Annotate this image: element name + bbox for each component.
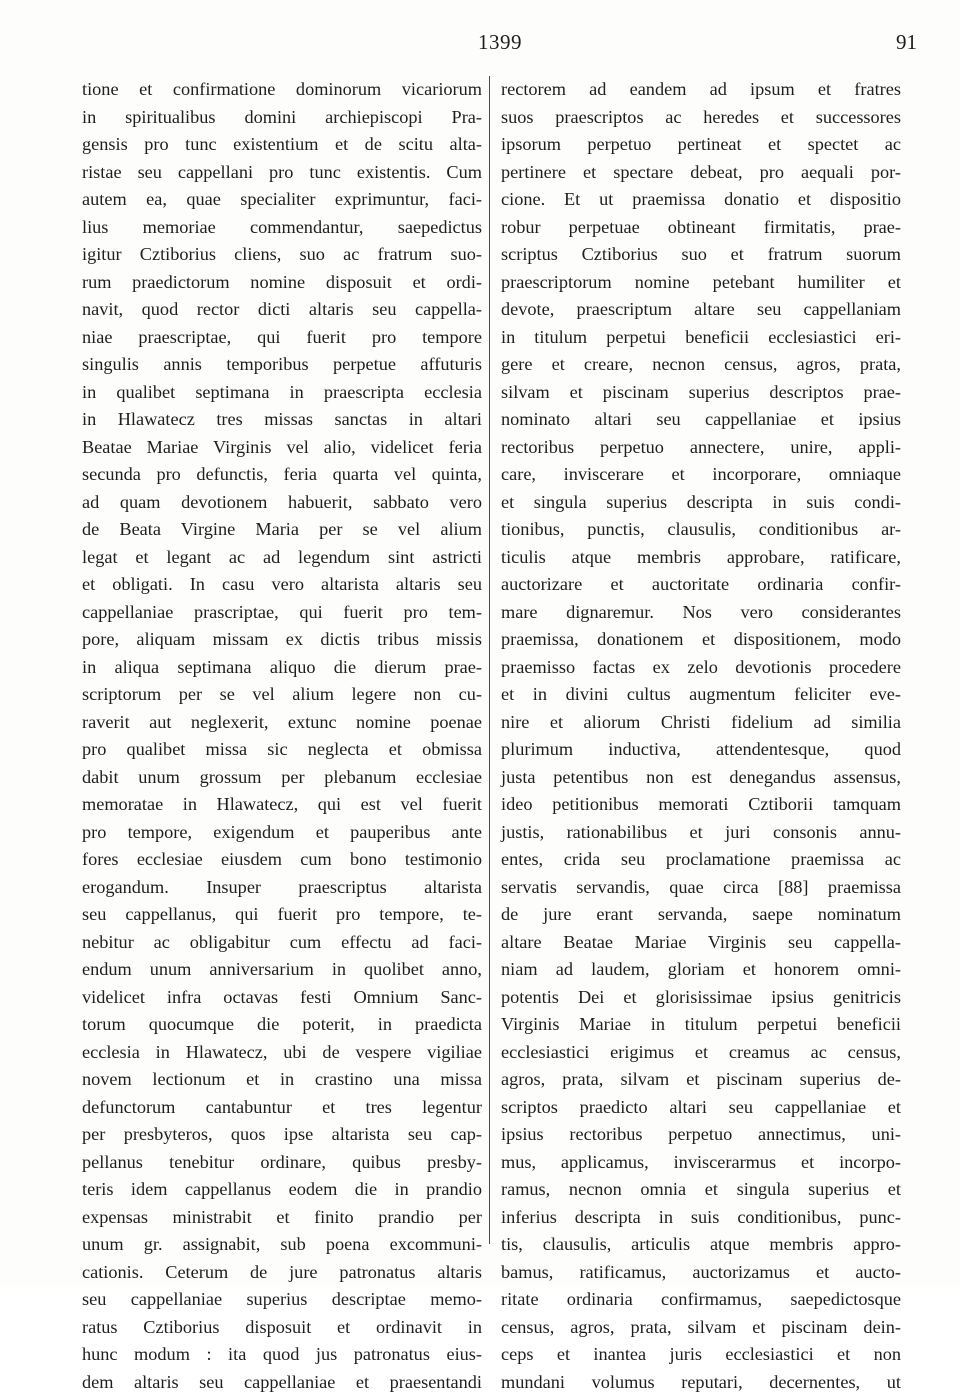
text-line: et obligati. In casu vero altarista altaris seu [82,571,482,599]
text-line: raverit aut neglexerit, extunc nomine poenae [82,709,482,737]
text-line: ratus Cztiborius disposuit et ordinavit in [82,1314,482,1342]
text-line: unum gr. assignabit, sub poena excommuni- [82,1231,482,1259]
page-number: 91 [896,30,917,55]
text-line: rectorem ad eandem ad ipsum et fratres [501,76,901,104]
text-line: seu cappellanus, qui fuerit pro tempore, te- [82,901,482,929]
text-line: tione et confirmatione dominorum vicariorum [82,76,482,104]
text-line: agros, prata, silvam et piscinam superius de- [501,1066,901,1094]
text-line: praemissa, donationem et dispositionem, modo [501,626,901,654]
text-line: plurimum inductiva, attendentesque, quod [501,736,901,764]
text-line: mus, applicamus, inviscerarmus et incorpo- [501,1149,901,1177]
text-line: ecclesia in Hlawatecz, ubi de vespere vigiliae [82,1039,482,1067]
text-line: nebitur ac obligabitur cum effectu ad faci- [82,929,482,957]
text-line: justa petentibus non est denegandus assensus, [501,764,901,792]
text-line: niam ad laudem, gloriam et honorem omni- [501,956,901,984]
text-line: dabit unum grossum per plebanum ecclesiae [82,764,482,792]
text-line: lius memoriae commendantur, saepedictus [82,214,482,242]
text-line: cationis. Ceterum de jure patronatus altaris [82,1259,482,1287]
text-line: legat et legant ac ad legendum sint astricti [82,544,482,572]
text-line: census, agros, prata, silvam et piscinam dein- [501,1314,901,1342]
text-line: ideo petitionibus memorati Cztiborii tamquam [501,791,901,819]
text-line: ramus, necnon omnia et singula superius et [501,1176,901,1204]
text-line: mundani volumus reputari, decernentes, ut [501,1369,901,1396]
text-line: cione. Et ut praemissa donatio et dispositio [501,186,901,214]
text-line: defunctorum cantabuntur et tres legentur [82,1094,482,1122]
text-line: dem altaris seu cappellaniae et praesentandi [82,1369,482,1396]
text-line: bamus, ratificamus, auctorizamus et aucto- [501,1259,901,1287]
text-line: per presbyteros, quos ipse altarista seu cap- [82,1121,482,1149]
text-line: mare dignaremur. Nos vero considerantes [501,599,901,627]
year-heading: 1399 [478,30,522,55]
text-line: singulis annis temporibus perpetue affuturis [82,351,482,379]
text-line: scriptos praedicto altari seu cappellaniae et [501,1094,901,1122]
text-line: niae praescriptae, qui fuerit pro tempore [82,324,482,352]
text-line: ritate ordinaria confirmamus, saepedictosque [501,1286,901,1314]
text-line: cappellaniae prascriptae, qui fuerit pro tem- [82,599,482,627]
text-line: potentis Dei et glorisissimae ipsius genitricis [501,984,901,1012]
text-line: rum praedictorum nomine disposuit et ordi- [82,269,482,297]
text-line: navit, quod rector dicti altaris seu cappella- [82,296,482,324]
text-line: entes, crida seu proclamatione praemissa ac [501,846,901,874]
text-line: praescriptorum nomine petebant humiliter et [501,269,901,297]
text-line: praemisso factas ex zelo devotionis procedere [501,654,901,682]
text-line: pro qualibet missa sic neglecta et obmissa [82,736,482,764]
text-line: seu cappellaniae superius descriptae memo- [82,1286,482,1314]
text-line: in titulum perpetui beneficii ecclesiastici eri- [501,324,901,352]
text-line: hunc modum : ita quod jus patronatus eius- [82,1341,482,1369]
text-line: servatis servandis, quae circa [88] praemissa [501,874,901,902]
text-line: pore, aliquam missam ex dictis tribus missis [82,626,482,654]
text-line: novem lectionum et in crastino una missa [82,1066,482,1094]
text-line: pro tempore, exigendum et pauperibus ante [82,819,482,847]
text-line: gensis pro tunc existentium et de scitu alta- [82,131,482,159]
text-line: inferius descripta in suis conditionibus, punc- [501,1204,901,1232]
text-line: altare Beatae Mariae Virginis seu cappella- [501,929,901,957]
text-line: devote, praescriptum altare seu cappellaniam [501,296,901,324]
text-line: rectoribus perpetuo annectere, unire, appli- [501,434,901,462]
text-line: teris idem cappellanus eodem die in prandio [82,1176,482,1204]
text-line: ipsius rectoribus perpetuo annectimus, uni- [501,1121,901,1149]
text-line: et in divini cultus augmentum feliciter eve- [501,681,901,709]
text-line: auctorizare et auctoritate ordinaria confir- [501,571,901,599]
text-line: robur perpetuae obtineant firmitatis, prae- [501,214,901,242]
text-line: in qualibet septimana in praescripta ecclesia [82,379,482,407]
text-line: ad quam devotionem habuerit, sabbato vero [82,489,482,517]
text-line: igitur Cztiborius cliens, suo ac fratrum suo- [82,241,482,269]
text-line: erogandum. Insuper praescriptus altarista [82,874,482,902]
text-line: silvam et piscinam superius descriptos prae- [501,379,901,407]
text-line: pellanus tenebitur ordinare, quibus presby- [82,1149,482,1177]
left-text-column [82,76,482,1396]
text-line: secunda pro defunctis, feria quarta vel quinta, [82,461,482,489]
text-line: ipsorum perpetuo pertineat et spectet ac [501,131,901,159]
text-line: scriptus Cztiborius suo et fratrum suorum [501,241,901,269]
text-line: et singula superius descripta in suis condi- [501,489,901,517]
text-line: fores ecclesiae eiusdem cum bono testimonio [82,846,482,874]
text-line: tionibus, punctis, clausulis, conditionibus ar- [501,516,901,544]
text-line: scriptorum per se vel alium legere non cu- [82,681,482,709]
right-text-column [501,76,901,1396]
text-line: gere et creare, necnon census, agros, prata, [501,351,901,379]
text-line: ticulis atque membris approbare, ratificare, [501,544,901,572]
text-line: in aliqua septimana aliquo die dierum prae- [82,654,482,682]
text-line: de jure erant servanda, saepe nominatum [501,901,901,929]
text-line: autem ea, quae specialiter exprimuntur, faci- [82,186,482,214]
text-line: expensas ministrabit et finito prandio per [82,1204,482,1232]
text-line: ecclesiastici erigimus et creamus ac census, [501,1039,901,1067]
text-line: Virginis Mariae in titulum perpetui beneficii [501,1011,901,1039]
text-line: Beatae Mariae Virginis vel alio, videlicet feria [82,434,482,462]
text-line: de Beata Virgine Maria per se vel alium [82,516,482,544]
text-line: justis, rationabilibus et juri consonis annu- [501,819,901,847]
text-line: in Hlawatecz tres missas sanctas in altari [82,406,482,434]
text-line: care, inviscerare et incorporare, omniaque [501,461,901,489]
text-line: tis, clausulis, articulis atque membris appro- [501,1231,901,1259]
text-line: torum quocumque die poterit, in praedicta [82,1011,482,1039]
text-line: ceps et inantea juris ecclesiastici et non [501,1341,901,1369]
text-line: nominato altari seu cappellaniae et ipsius [501,406,901,434]
text-line: suos praescriptos ac heredes et successores [501,104,901,132]
text-line: ristae seu cappellani pro tunc existentis. Cum [82,159,482,187]
column-divider [489,76,490,1244]
text-line: pertinere et spectare debeat, pro aequali por- [501,159,901,187]
text-line: nire et aliorum Christi fidelium ad similia [501,709,901,737]
text-line: memoratae in Hlawatecz, qui est vel fuerit [82,791,482,819]
text-line: endum unum anniversarium in quolibet anno, [82,956,482,984]
text-line: in spiritualibus domini archiepiscopi Pra- [82,104,482,132]
text-line: videlicet infra octavas festi Omnium Sanc- [82,984,482,1012]
